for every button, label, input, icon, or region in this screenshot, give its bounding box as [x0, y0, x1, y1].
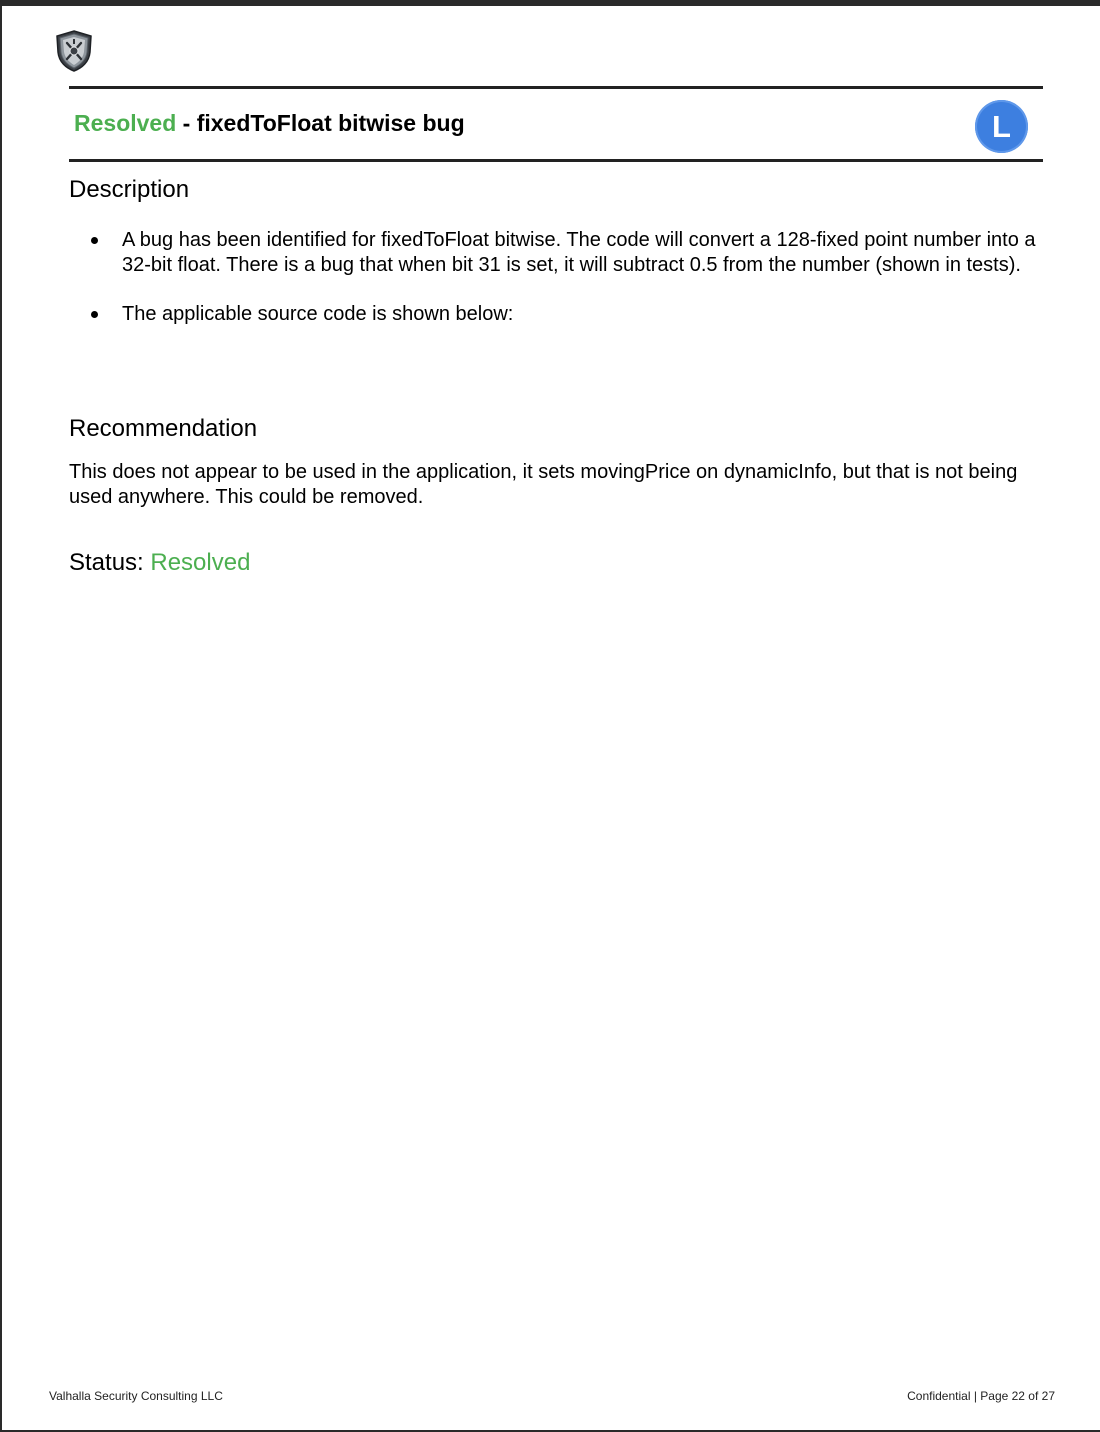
finding-title [74, 110, 465, 137]
status-label: Status: [69, 549, 151, 576]
recommendation-heading: Recommendation [69, 415, 258, 442]
finding-status-word: Resolved [74, 110, 177, 136]
bullet-dot-icon [91, 237, 98, 244]
severity-badge [975, 100, 1028, 153]
status-line [69, 549, 250, 577]
description-heading: Description [69, 176, 190, 203]
shield-logo-icon [54, 30, 94, 72]
severity-letter: L [992, 108, 1011, 144]
finding-title-separator: - [176, 110, 197, 136]
bullet-dot-icon [91, 311, 98, 318]
footer-page-info: Confidential | Page 22 of 27 [907, 1389, 1055, 1403]
status-value: Resolved [150, 549, 251, 576]
footer-company: Valhalla Security Consulting LLC [49, 1389, 223, 1403]
title-bottom-rule [69, 159, 1043, 162]
description-bullet [69, 302, 1059, 327]
finding-title-text: fixedToFloat bitwise bug [196, 110, 465, 136]
bullet-text: A bug has been identified for fixedToFloat bitwise. The code will convert a 128-fixed point number into a 32-bit float. There is a bug that when bit 31 is set, it will subtract 0.5 from the number (shown in tests). [122, 229, 1036, 276]
title-top-rule [69, 86, 1043, 89]
description-bullet [69, 228, 1059, 277]
recommendation-text: This does not appear to be used in the application, it sets movingPrice on dynamicInfo, but that is not being used anywhere. This could be removed. [69, 461, 1018, 508]
bullet-text: The applicable source code is shown below: [122, 303, 514, 325]
description-bullet-list [69, 228, 1059, 352]
